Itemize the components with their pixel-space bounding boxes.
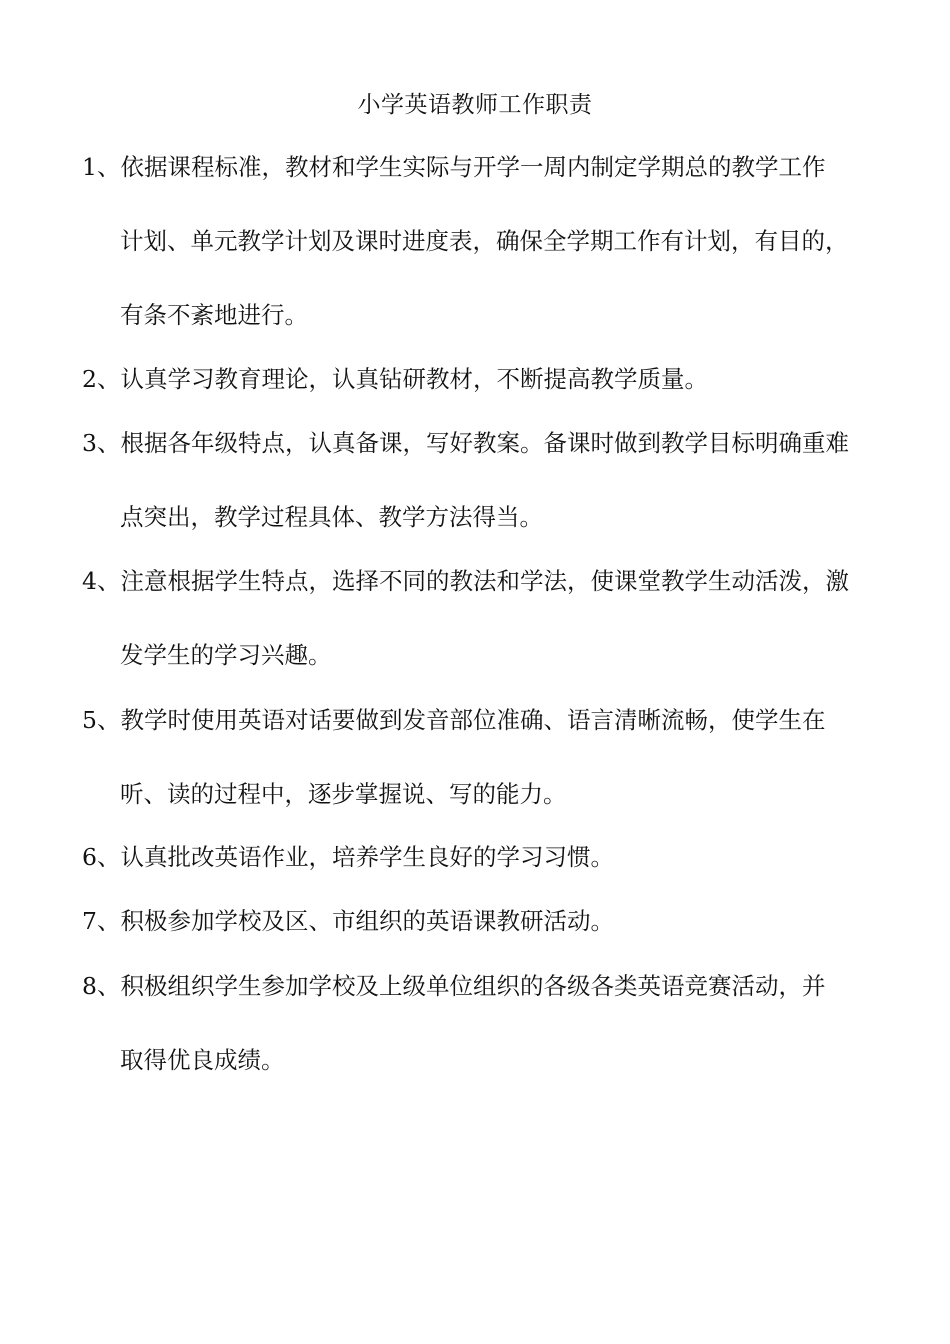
duty-item-3: [82, 426, 882, 534]
duty-item-4: [82, 564, 882, 672]
duty-item-8: [82, 969, 882, 1077]
duty-item-line: 计划、单元教学计划及课时进度表，确保全学期工作有计划，有目的，: [120, 227, 849, 255]
duty-item-line: 3、根据各年级特点，认真备课，写好教案。备课时做到教学目标明确重难: [82, 429, 849, 457]
document-title: 小学英语教师工作职责: [357, 92, 593, 118]
duty-item-line: 取得优良成绩。: [120, 1046, 285, 1074]
duty-item-1: [82, 150, 882, 332]
duty-item-7: [82, 904, 882, 938]
duty-item-2: [82, 362, 882, 396]
duty-item-line: 5、教学时使用英语对话要做到发音部位准确、语言清晰流畅，使学生在: [82, 706, 826, 734]
duty-item-line: 听、读的过程中，逐步掌握说、写的能力。: [120, 780, 567, 808]
duty-item-line: 1、依据课程标准，教材和学生实际与开学一周内制定学期总的教学工作: [82, 153, 826, 181]
duty-item-line: 有条不紊地进行。: [120, 301, 308, 329]
duty-item-line: 2、认真学习教育理论，认真钻研教材，不断提高教学质量。: [82, 365, 708, 393]
duty-item-line: 8、积极组织学生参加学校及上级单位组织的各级各类英语竞赛活动，并: [82, 972, 826, 1000]
duty-item-line: 发学生的学习兴趣。: [120, 641, 332, 669]
duty-item-6: [82, 840, 882, 874]
duty-item-line: 4、注意根据学生特点，选择不同的教法和学法，使课堂教学生动活泼，激: [82, 567, 849, 595]
duty-item-line: 点突出，教学过程具体、教学方法得当。: [120, 503, 543, 531]
duty-item-line: 7、积极参加学校及区、市组织的英语课教研活动。: [82, 907, 614, 935]
duty-item-line: 6、认真批改英语作业，培养学生良好的学习习惯。: [82, 843, 614, 871]
duty-item-5: [82, 703, 882, 811]
